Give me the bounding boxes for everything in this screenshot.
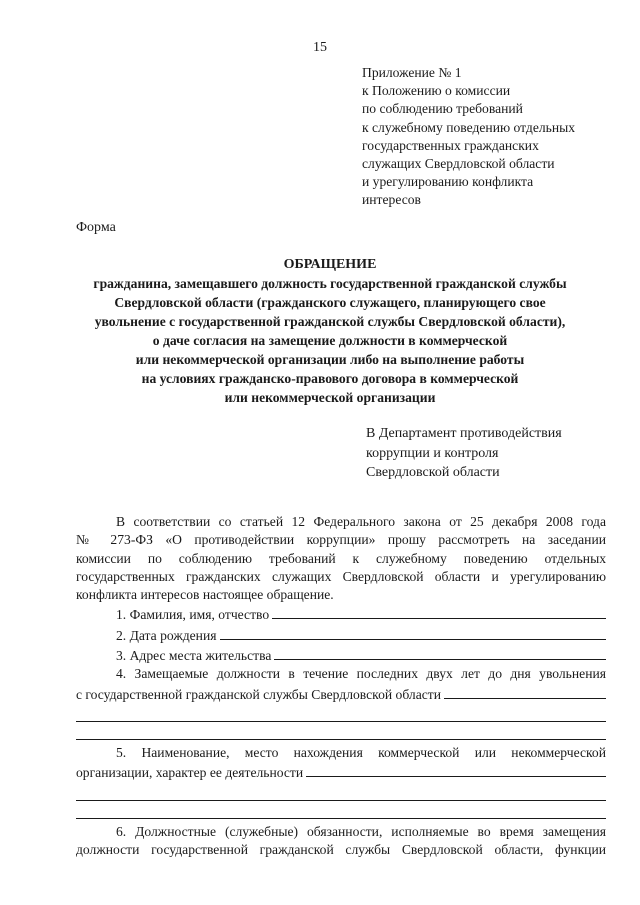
item-address — [76, 645, 606, 665]
item-duties-label: 6. Должностные (служебные) обязанности, исполняемые во время замещения — [116, 823, 606, 839]
birth-date-field[interactable] — [220, 625, 607, 640]
document-title: ОБРАЩЕНИЕ — [283, 257, 377, 272]
item-label: организации, характер ее деятельности — [76, 765, 304, 781]
addressee-line: коррупции и контроля — [366, 445, 499, 461]
appendix-line: по соблюдению требований — [362, 101, 523, 117]
item-positions — [76, 684, 606, 704]
intro-line: государственных гражданских служащих Свердловской области и урегулированию — [76, 568, 606, 584]
form-label: Форма — [76, 220, 116, 235]
item-label: 3. Адрес места жительства — [116, 648, 272, 664]
subtitle-line: гражданина, замещавшего должность государственной гражданской службы — [93, 276, 567, 291]
intro-line: конфликта интересов настоящее обращение. — [76, 587, 334, 603]
subtitle-line: о даче согласия на замещение должности в коммерческой — [152, 333, 508, 348]
appendix-line: к Положению о комиссии — [362, 83, 511, 99]
appendix-line: служащих Свердловской области — [362, 156, 555, 172]
appendix-line: и урегулированию конфликта — [362, 174, 534, 190]
subtitle-line: или некоммерческой организации либо на выполнение работы — [135, 352, 525, 367]
page-number: 15 — [313, 40, 327, 55]
subtitle-line: на условиях гражданско-правового договора в коммерческой — [141, 371, 519, 386]
item-duties-label: должности государственной гражданской службы Свердловской области, функции — [76, 841, 606, 857]
subtitle-line: увольнение с государственной гражданской службы Свердловской области), — [94, 314, 566, 329]
positions-field-extra[interactable] — [76, 704, 606, 722]
item-positions-label: 4. Замещаемые должности в течение последних двух лет до дня увольнения — [116, 666, 606, 682]
item-organization-label: 5. Наименование, место нахождения коммерческой или некоммерческой — [116, 744, 606, 760]
subtitle-line: Свердловской области (гражданского служащего, планирующего свое — [114, 295, 546, 310]
document-heading — [60, 255, 600, 407]
appendix-note — [362, 64, 632, 210]
addressee-block — [366, 424, 626, 483]
request-body — [76, 513, 606, 859]
positions-field[interactable] — [444, 684, 606, 699]
item-birth-date — [76, 625, 606, 645]
appendix-line: государственных гражданских — [362, 137, 539, 153]
positions-field-extra[interactable] — [76, 722, 606, 740]
full-name-field[interactable] — [272, 604, 606, 619]
subtitle-line: или некоммерческой организации — [224, 390, 436, 405]
organization-field[interactable] — [306, 762, 606, 777]
intro-line: комиссии по соблюдению требований к служебному поведению отдельных — [76, 550, 606, 566]
item-label: с государственной гражданской службы Свердловской области — [76, 686, 441, 702]
item-label: 1. Фамилия, имя, отчество — [116, 607, 270, 623]
organization-field-extra[interactable] — [76, 783, 606, 801]
item-full-name — [76, 604, 606, 624]
item-label: 2. Дата рождения — [116, 627, 217, 643]
addressee-line: Свердловской области — [366, 465, 500, 480]
appendix-line: Приложение № 1 — [362, 65, 462, 80]
organization-field-extra[interactable] — [76, 801, 606, 819]
intro-line: В соответствии со статьей 12 Федерального закона от 25 декабря 2008 года — [116, 514, 606, 529]
intro-line: № 273-ФЗ «О противодействии коррупции» прошу рассмотреть на заседании — [76, 532, 606, 548]
address-field[interactable] — [274, 645, 606, 660]
appendix-line: к служебному поведению отдельных — [362, 119, 576, 135]
addressee-line: В Департамент противодействия — [366, 426, 562, 441]
item-organization — [76, 762, 606, 782]
appendix-line: интересов — [362, 192, 421, 208]
